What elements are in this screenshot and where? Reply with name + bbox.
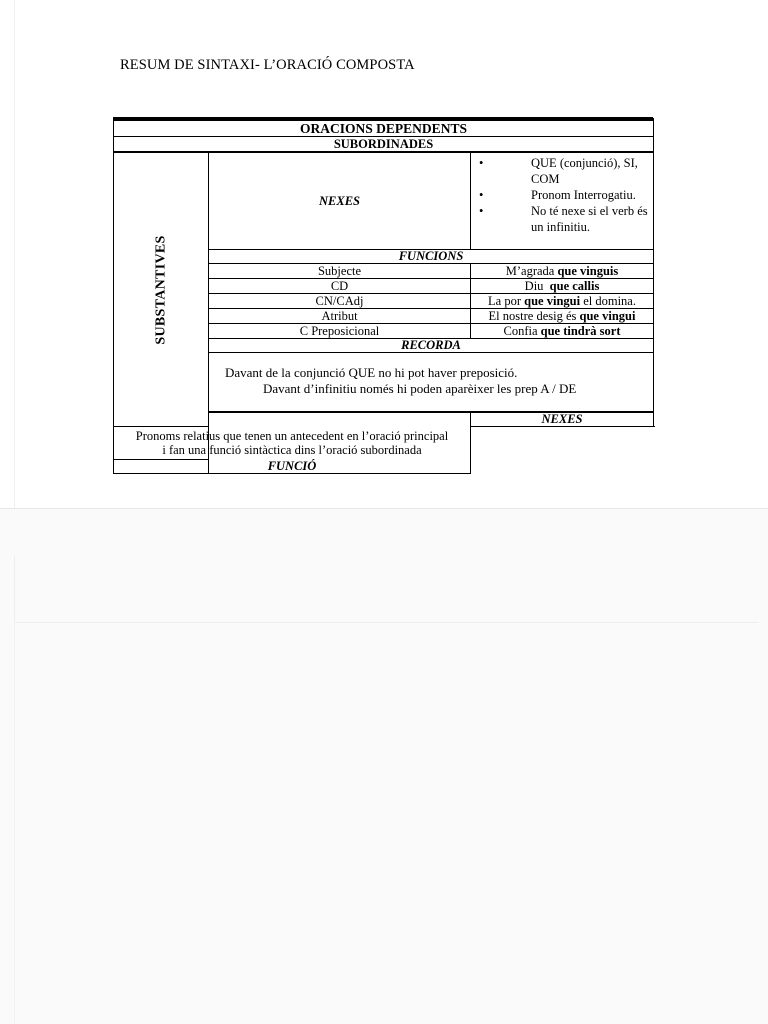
viewer-background (14, 622, 15, 1024)
list-item: • Pronom Interrogatiu. (479, 188, 636, 202)
syntax-summary-table (113, 118, 654, 474)
function-name: CD (209, 279, 471, 294)
document-title: RESUM DE SINTAXI- L’ORACIÓ COMPOSTA (120, 57, 415, 73)
substantives-label: SUBSTANTIVES (153, 234, 169, 345)
bullet-icon: • (479, 156, 484, 170)
bullet-icon: • (479, 204, 484, 218)
adjectives-nexes-label: NEXES (471, 412, 654, 427)
function-example: M’agrada que vinguis (471, 264, 654, 279)
function-name: Subjecte (209, 264, 471, 279)
page-edge (14, 0, 15, 508)
function-name: CN/CAdj (209, 294, 471, 309)
function-name: C Preposicional (209, 324, 471, 339)
function-name: Atribut (209, 309, 471, 324)
substantives-nexes-list (471, 152, 654, 250)
list-item: • No té nexe si el verb és un infinitiu. (479, 204, 648, 234)
table-header-sub: SUBORDINADES (114, 137, 654, 153)
adjectives-nexes-text: Pronoms relatius que tenen un antecedent en l’oració principal i fan una funció sintàctica dins l’oració subordinada (114, 427, 471, 460)
funcions-label: FUNCIONS (209, 250, 654, 264)
function-example: El nostre desig és que vingui (471, 309, 654, 324)
document-page (0, 0, 768, 509)
substantives-nexes-label: NEXES (209, 152, 471, 250)
function-example: La por que vingui el domina. (471, 294, 654, 309)
recorda-label: RECORDA (209, 339, 654, 353)
bullet-icon: • (479, 188, 484, 202)
next-page-placeholder (14, 556, 759, 623)
list-item: • QUE (conjunció), SI, COM (479, 156, 638, 186)
function-example: Confia que tindrà sort (471, 324, 654, 339)
substantives-side-cell (114, 152, 209, 427)
table-header-main: ORACIONS DEPENDENTS (114, 119, 654, 137)
recorda-note: Davant de la conjunció QUE no hi pot haver preposició. Davant d’infinitiu només hi poden aparèixer les prep A / DE (209, 353, 654, 413)
function-example: Diu que callis (471, 279, 654, 294)
funcio-label: FUNCIÓ (114, 460, 471, 474)
